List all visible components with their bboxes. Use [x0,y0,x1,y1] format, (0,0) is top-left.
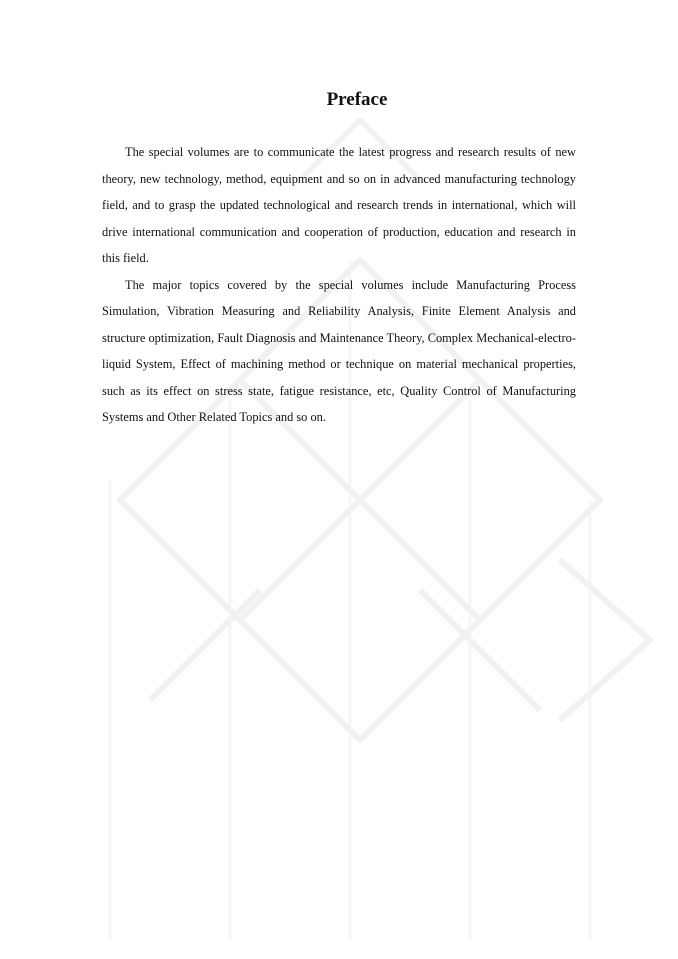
page-title: Preface [326,89,388,110]
paragraph-intro: The special volumes are to communicate the latest progress and research results of new theory, new technology, method, equipment and so on in advanced manufacturing technology field, and to grasp the updated technological and research trends in international, which will drive international communication and cooperation of production, education and research in this field. [102,145,576,265]
document-page [102,86,576,431]
paragraph-topics: The major topics covered by the special volumes include Manufacturing Process Simulation, Vibration Measuring and Reliability Analysis, Finite Element Analysis and structure optimization, Fault Diagnosis and Maintenance Theory, Complex Mechanical-electro-liquid System, Effect of machining method or technique on material mechanical properties, such as its effect on stress state, fatigue resistance, etc, Quality Control of Manufacturing Systems and Other Related Topics and so on. [102,277,576,424]
